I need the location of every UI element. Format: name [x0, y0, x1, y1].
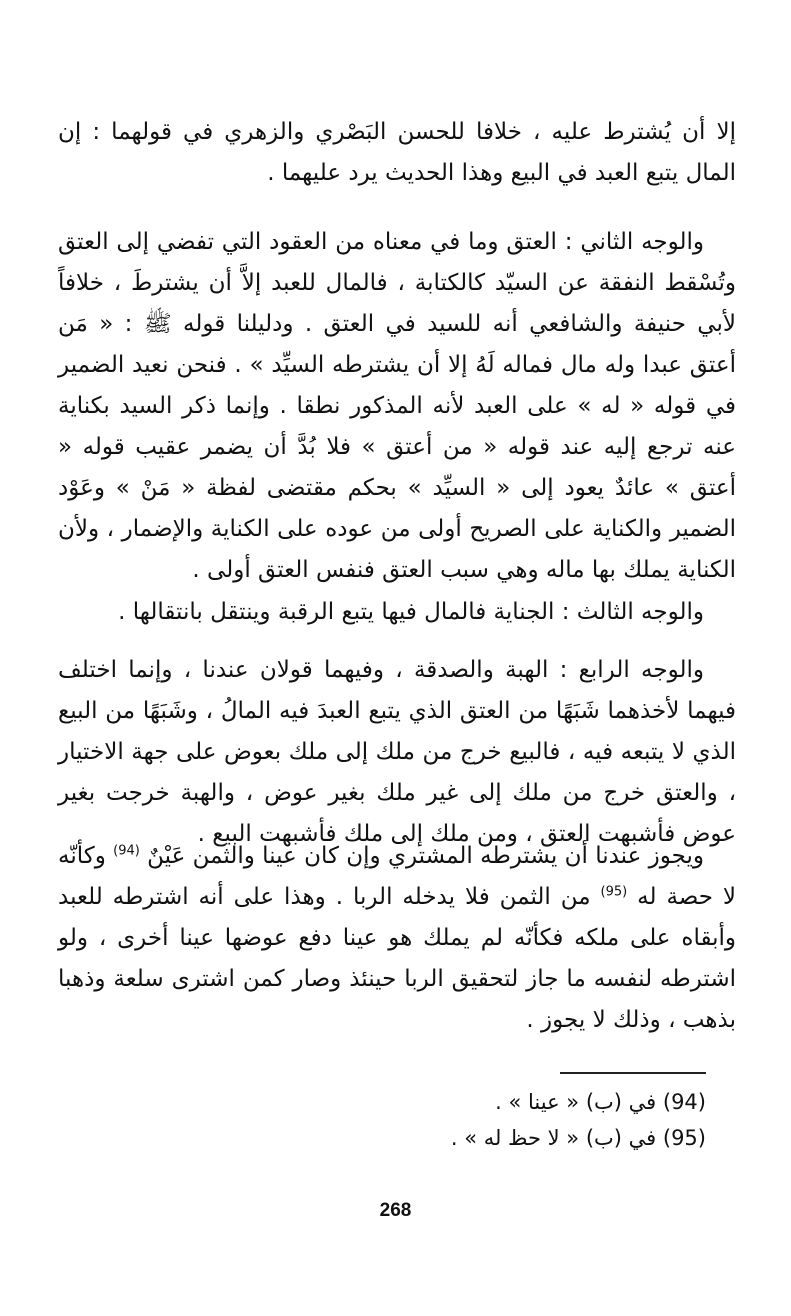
paragraph-5-text [58, 836, 736, 1041]
footnote-divider [560, 1072, 706, 1074]
paragraph-4-text: والوجه الرابع : الهبة والصدقة ، وفيهما قولان عندنا ، وإنما اختلف فيهما لأخذهما شَبَهًا من العتق الذي يتبع العبدَ فيه المالُ ، وشَبَهًا من البيع الذي لا يتبعه فيه ، فالبيع خرج من ملك إلى ملك بعوض على جهة الاختيار ، والعتق خرج من ملك إلى غير ملك بغير عوض ، والهبة خرجت بغير عوض فأشبهت العتق ، ومن ملك إلى ملك فأشبهت البيع . [58, 657, 736, 847]
paragraph-5-part-1: ويجوز عندنا أن يشترطه المشتري وإن كان عينا والثمن عَيْنٌ [147, 843, 704, 869]
footnote-ref-95[interactable]: (95) [600, 884, 628, 900]
paragraph-4 [58, 650, 736, 855]
paragraph-3-text: والوجه الثالث : الجناية فالمال فيها يتبع الرقبة وينتقل بانتقالها . [118, 599, 704, 625]
paragraph-5-part-3: من الثمن فلا يدخله الربا . وهذا على أنه اشترطه للعبد وأبقاه على ملكه فكأنّه لم يملك هو عينا دفع عوضها عينا أخرى ، ولو اشترطه لنفسه ما جاز لتحقيق الربا حينئذ وصار كمن اشترى سلعة وذهبا بذهب ، وذلك لا يجوز . [58, 884, 736, 1033]
page-number: 268 [379, 1200, 412, 1221]
paragraph-5-part-2: وكأنّه لا حصة له [58, 843, 737, 910]
paragraph-1-text: إلا أن يُشترط عليه ، خلافا للحسن البَصْري والزهري في قولهما : إن المال يتبع العبد في البيع وهذا الحديث يرد عليهما . [58, 119, 736, 186]
paragraph-1 [58, 112, 736, 194]
footnote-ref-94[interactable]: (94) [113, 843, 140, 859]
footnote-95: (95) في (ب) « لا حظ له » . [450, 1126, 706, 1150]
paragraph-5 [58, 836, 736, 1041]
paragraph-2 [58, 222, 736, 591]
footnotes [380, 1084, 706, 1156]
paragraph-3 [58, 592, 736, 633]
paragraph-2-text: والوجه الثاني : العتق وما في معناه من العقود التي تفضي إلى العتق وتُسْقط النفقة عن السيّد كالكتابة ، فالمال للعبد إلاَّ أن يشترطَ ، خلافاً لأبي حنيفة والشافعي أنه للسيد في العتق . ودليلنا قوله ﷺ : « مَن أعتق عبدا وله مال فماله لَهُ إلا أن يشترطه السيِّد » . فنحن نعيد الضمير في قوله « له » على العبد لأنه المذكور نطقا . وإنما ذكر السيد بكناية عنه ترجع إليه عند قوله « من أعتق » فلا بُدَّ أن يضمر عقيب قوله « أعتق » عائدٌ يعود إلى « السيِّد » بحكم مقتضى لفظة « مَنْ » وعَوْد الضمير والكناية على الصريح أولى من عوده على الكناية والإضمار ، ولأن الكناية يملك بها ماله وهي سبب العتق فنفس العتق أولى . [58, 229, 736, 583]
footnote-94: (94) في (ب) « عينا » . [495, 1090, 706, 1114]
